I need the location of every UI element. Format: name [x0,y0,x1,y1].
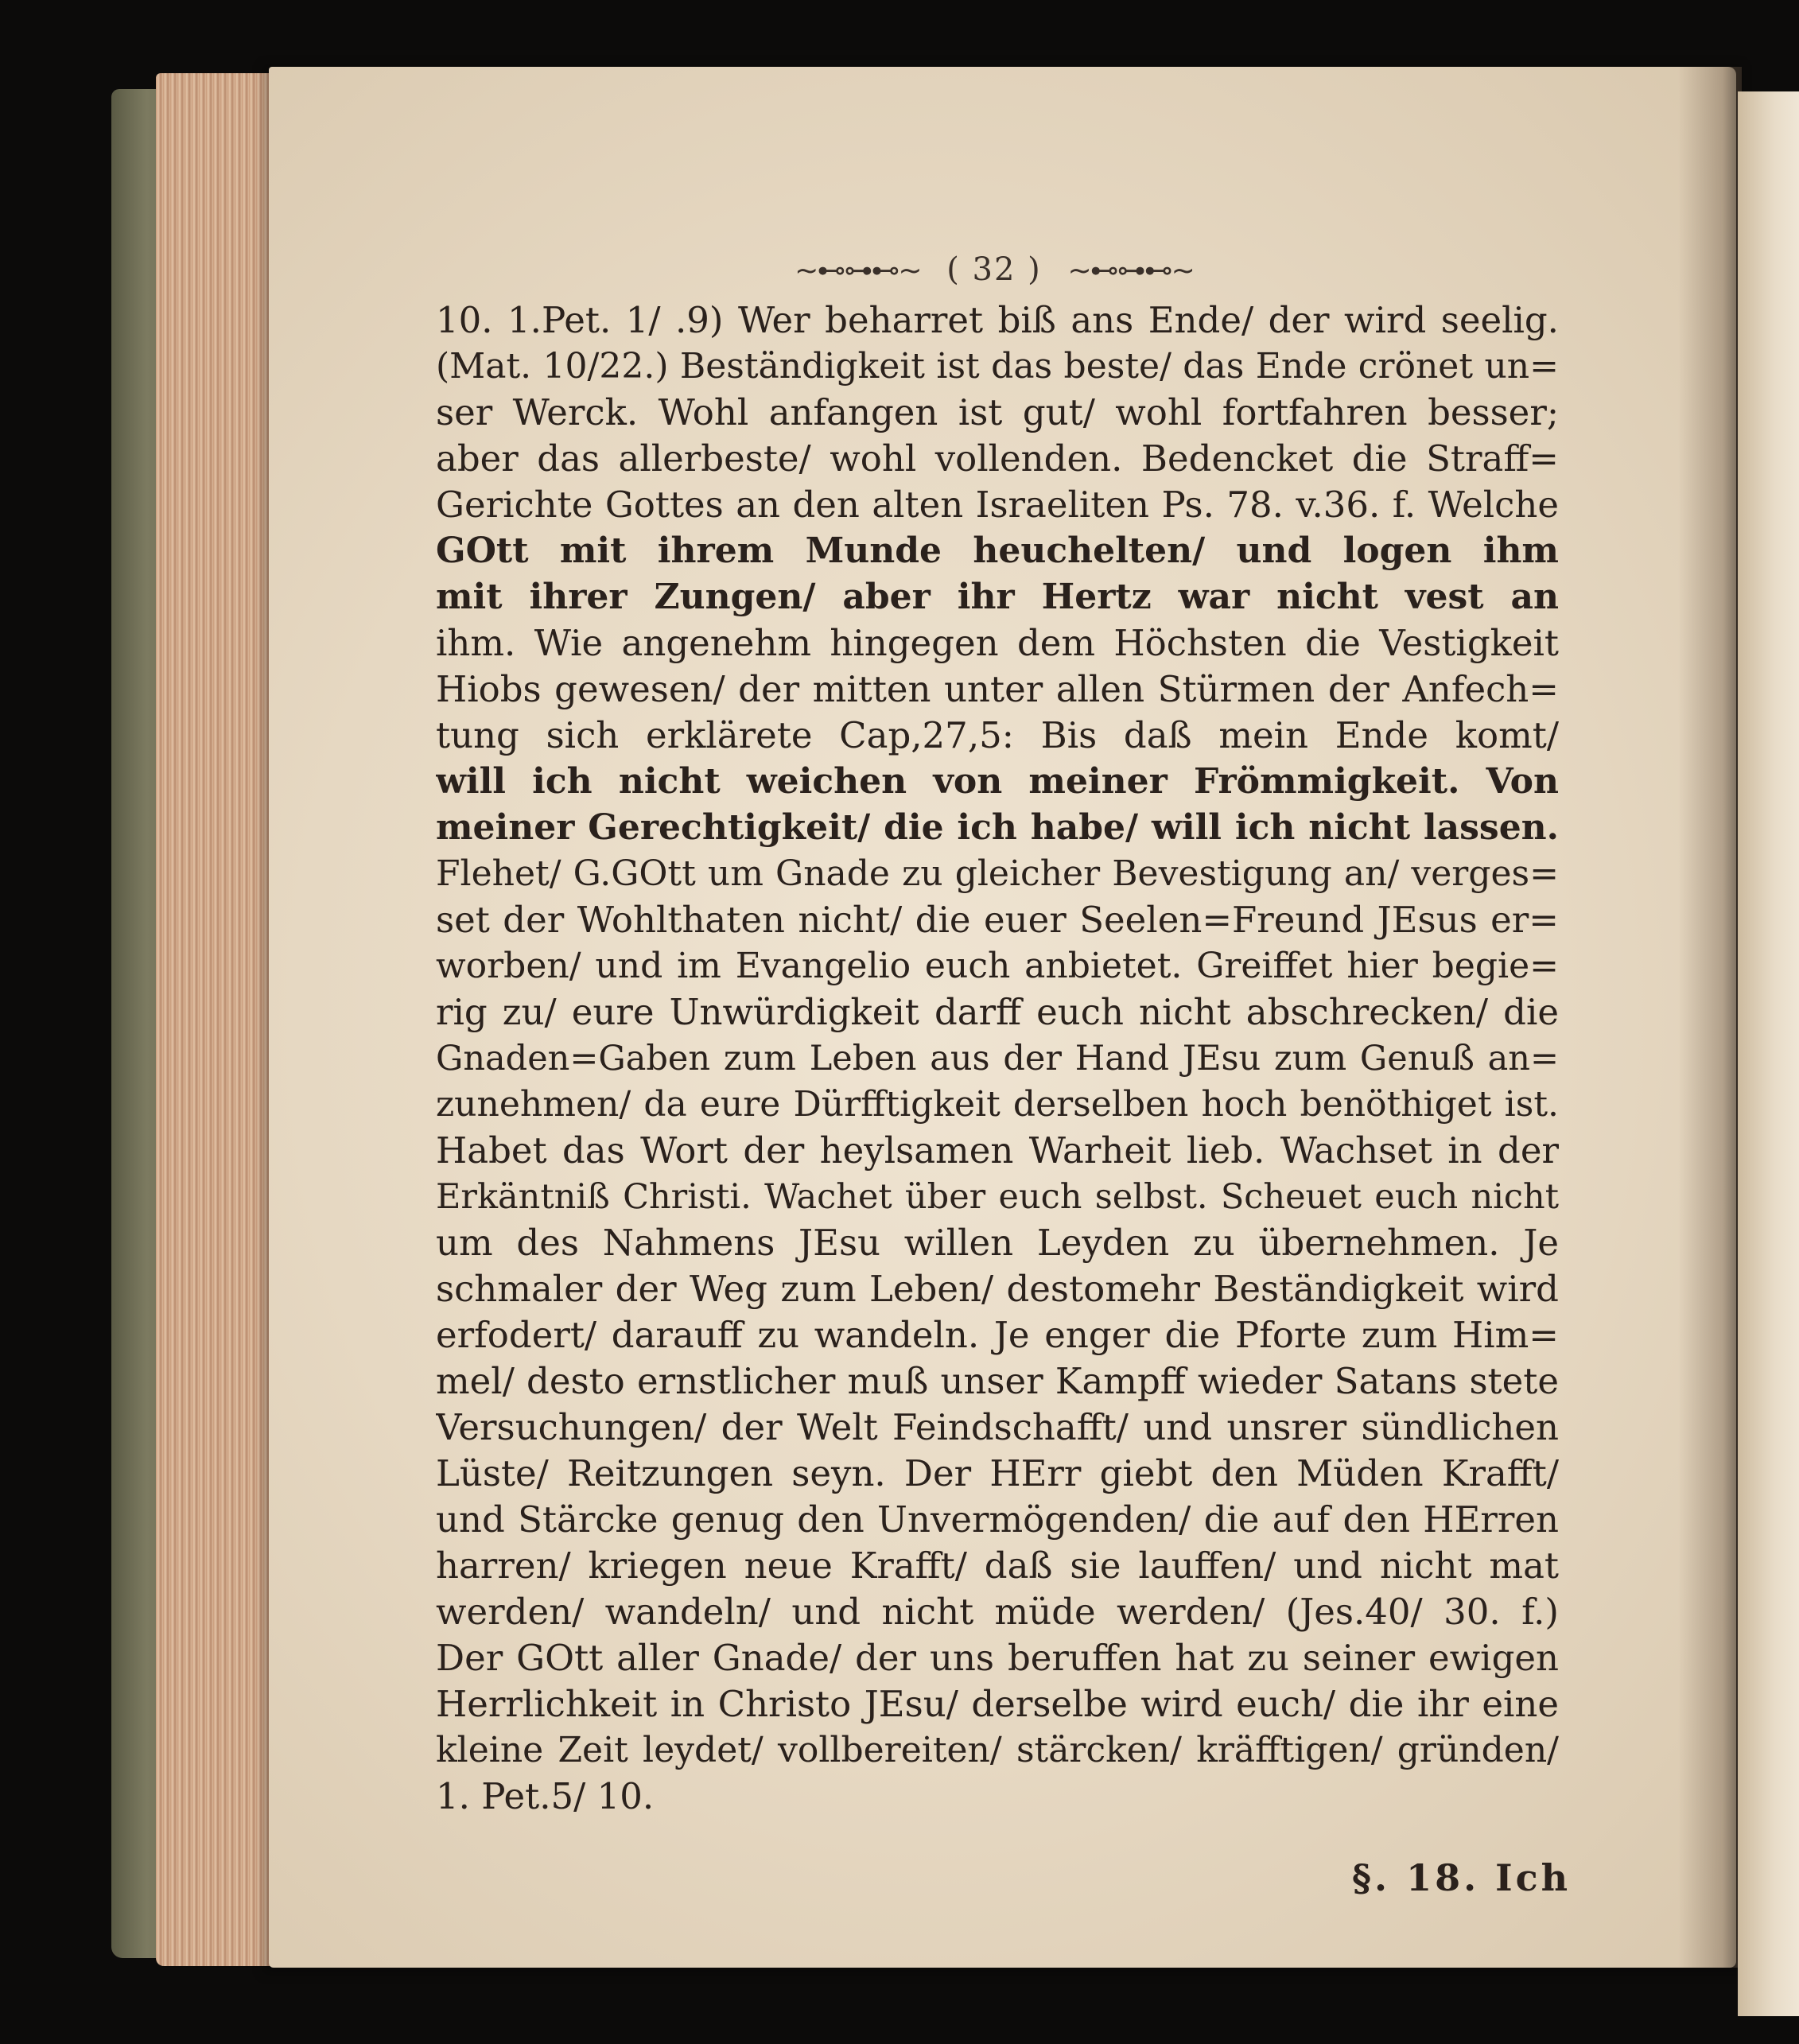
text-line: erfodert/ darauff zu wandeln. Je enger die Pforte zum Him= [436,1314,1559,1356]
text-line: Hiobs gewesen/ der mitten unter allen Stürmen der Anfech= [436,668,1559,710]
text-line: Versuchungen/ der Welt Feindschafft/ und unsrer sündlichen [436,1406,1559,1448]
text-line-last: 1. Pet.5/ 10. [436,1775,655,1817]
text-line: worben/ und im Evangelio euch anbietet. Greiffet hier begie= [436,946,1559,986]
text-line: und Stärcke genug den Unvermögenden/ die auf den HErren [436,1498,1559,1541]
ornament-left: ~⊷⊶⊷~ [795,255,921,287]
text-line: (Mat. 10/22.) Beständigkeit ist das beste/ das Ende crönet un= [436,346,1559,387]
text-line: Gerichte Gottes an den alten Israeliten Ps. 78. v.36. f. Welche [436,484,1559,526]
text-line: Erkäntniß Christi. Wachet über euch selbst. Scheuet euch nicht [436,1177,1559,1217]
text-line: Lüste/ Reitzungen seyn. Der HErr giebt den Müden Krafft/ [436,1452,1559,1494]
text-line: ser Werck. Wohl anfangen ist gut/ wohl fortfahren besser; [436,391,1559,433]
text-line: werden/ wandeln/ und nicht müde werden/ (Jes.40/ 30. f.) [436,1591,1559,1633]
text-line: zunehmen/ da eure Dürfftigkeit derselben hoch benöthiget ist. [436,1084,1559,1125]
text-line-bold: meiner Gerechtigkeit/ die ich habe/ will ich nicht lassen. [436,807,1559,848]
text-line: kleine Zeit leydet/ vollbereiten/ stärcken/ kräfftigen/ gründen/ [436,1730,1559,1770]
page-header [787,251,1201,288]
text-line-bold: mit ihrer Zungen/ aber ihr Hertz war nicht vest an [436,577,1559,617]
page-number: ( 32 ) [946,251,1042,288]
text-line: tung sich erklärete Cap,27,5: Bis daß mein Ende komt/ [436,714,1559,756]
text-line: set der Wohlthaten nicht/ die euer Seelen=Freund JEsus er= [436,899,1559,941]
text-line: Gnaden=Gaben zum Leben aus der Hand JEsu zum Genuß an= [436,1039,1559,1078]
ornament-right: ~⊷⊶⊷~ [1067,255,1194,287]
text-line: Der GOtt aller Gnade/ der uns beruffen hat zu seiner ewigen [436,1637,1559,1679]
text-line: harren/ kriegen neue Krafft/ daß sie lauffen/ und nicht mat [436,1545,1559,1587]
catchword: §. 18. Ich [1352,1856,1572,1899]
text-line-bold: will ich nicht weichen von meiner Frömmigkeit. Von [436,761,1559,802]
text-line: Flehet/ G.GOtt um Gnade zu gleicher Bevestigung an/ verges= [436,853,1559,894]
text-line: um des Nahmens JEsu willen Leyden zu übernehmen. Je [436,1222,1559,1264]
text-line: schmaler der Weg zum Leben/ destomehr Beständigkeit wird [436,1268,1559,1310]
body-text [436,297,1559,1820]
text-line: 10. 1.Pet. 1/ .9) Wer beharret biß ans Ende/ der wird seelig. [436,299,1559,341]
text-line: ihm. Wie angenehm hingegen dem Höchsten die Vestigkeit [436,622,1559,664]
text-line: aber das allerbeste/ wohl vollenden. Bedencket die Straff= [436,437,1559,480]
text-line: Habet das Wort der heylsamen Warheit lieb. Wachset in der [436,1129,1559,1172]
gutter-shadow [1678,67,1742,1968]
right-page-edge [1738,91,1799,2016]
text-line-bold: GOtt mit ihrem Munde heuchelten/ und logen ihm [436,530,1559,571]
text-line: mel/ desto ernstlicher muß unser Kampff wieder Satans stete [436,1360,1559,1402]
text-line: rig zu/ eure Unwürdigkeit darff euch nicht abschrecken/ die [436,991,1559,1033]
text-line: Herrlichkeit in Christo JEsu/ derselbe wird euch/ die ihr eine [436,1683,1559,1725]
